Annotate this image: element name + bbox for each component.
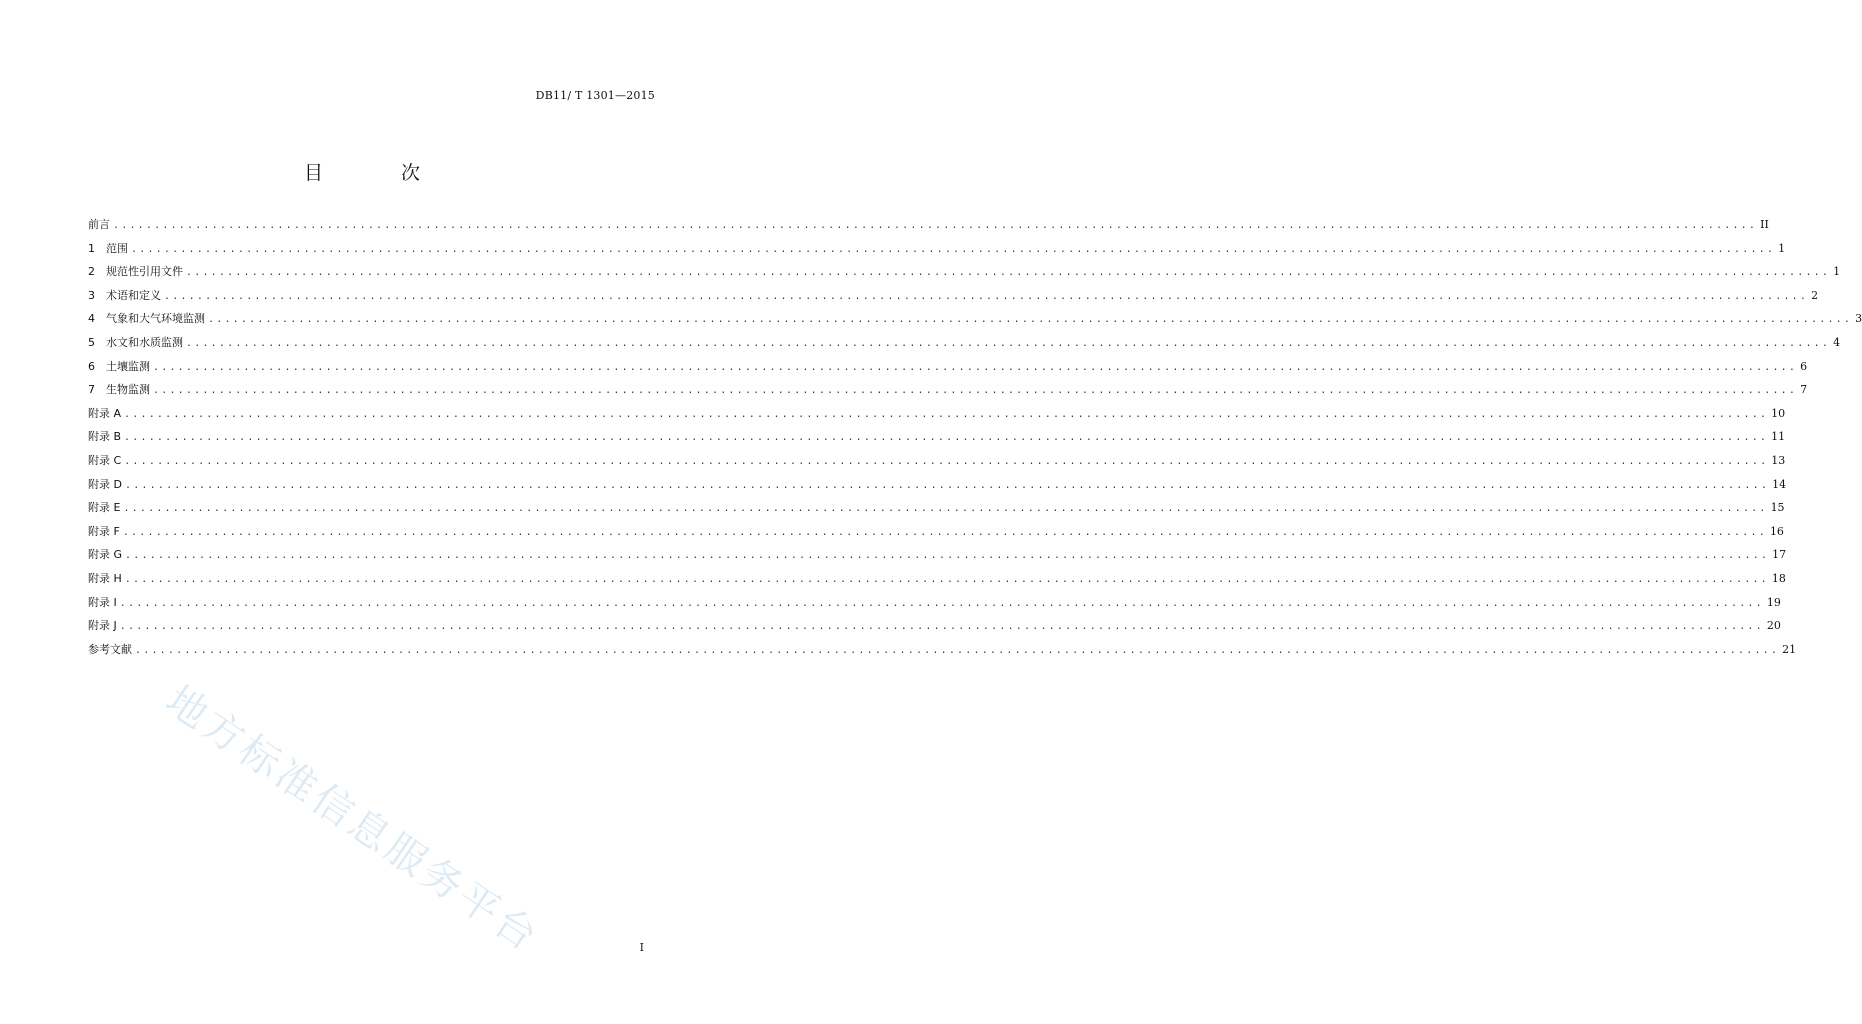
toc-entry-page: II (1760, 218, 1769, 231)
standard-code: DB11/ T 1301—2015 (535, 89, 655, 102)
toc-entry-label (88, 312, 205, 326)
toc-entry[interactable] (88, 595, 1781, 620)
toc-dot-leader: ........................................................................................................................................................................................................ (119, 621, 1764, 633)
toc-dot-leader: ........................................................................................................................................................................................................ (124, 432, 1769, 444)
toc-dot-leader: ........................................................................................................................................................................................................ (186, 267, 1831, 279)
toc-entry[interactable] (88, 430, 1786, 454)
toc-entry[interactable] (88, 312, 1862, 336)
toc-entry-number: 6 (88, 359, 95, 373)
toc-dot-leader: ........................................................................................................................................................................................................ (119, 597, 1764, 609)
toc-entry-page: 6 (1800, 359, 1808, 373)
toc-entry[interactable] (88, 477, 1787, 502)
toc-entry-label (88, 360, 150, 374)
toc-entry-label (88, 383, 150, 397)
toc-entry-page: 10 (1771, 406, 1786, 420)
toc-entry-label (88, 643, 132, 657)
toc-dot-leader: ........................................................................................................................................................................................................ (164, 290, 1809, 302)
toc-dot-leader: ........................................................................................................................................................................................................ (122, 526, 1767, 538)
toc-entry-text: 前言 (88, 218, 110, 231)
toc-entry-page: 11 (1771, 430, 1786, 444)
toc-entry[interactable] (88, 548, 1787, 572)
toc-entry-text: 附录 F (88, 524, 120, 538)
toc-entry-text: 附录 D (88, 477, 122, 491)
toc-entry-page: 1 (1833, 265, 1841, 279)
toc-entry-text: 参考文献 (88, 642, 132, 656)
toc-entry-page: 1 (1778, 241, 1786, 255)
toc-entry-label (88, 289, 161, 303)
toc-entry[interactable] (88, 218, 1769, 242)
toc-entry-label (88, 525, 120, 539)
toc-entry-label (88, 454, 121, 468)
toc-entry[interactable] (88, 619, 1781, 643)
toc-dot-leader: ........................................................................................................................................................................................................ (113, 220, 1758, 231)
toc-entry-page: 18 (1771, 571, 1786, 585)
toc-entry-page: 13 (1771, 453, 1786, 467)
toc-dot-leader: ........................................................................................................................................................................................................ (124, 573, 1769, 585)
toc-entry-text: 气象和大气环境监测 (106, 312, 205, 326)
toc-entry-label (88, 596, 117, 610)
toc-entry-text: 附录 G (88, 548, 123, 562)
toc-dot-leader: ........................................................................................................................................................................................................ (208, 314, 1853, 326)
toc-entry-label (88, 336, 183, 350)
toc-entry-text: 附录 E (88, 501, 121, 515)
toc-entry-page: 16 (1769, 524, 1784, 538)
toc-entry-text: 附录 A (88, 406, 122, 420)
toc-entry[interactable] (88, 453, 1786, 478)
toc-entry-page: 21 (1782, 642, 1797, 656)
toc-entry-page: 4 (1833, 335, 1841, 349)
toc-entry[interactable] (88, 265, 1841, 289)
toc-entry-page: 15 (1770, 501, 1785, 515)
toc-entry-label (88, 265, 183, 279)
toc-dot-leader: ........................................................................................................................................................................................................ (153, 361, 1798, 373)
toc-entry-text: 水文和水质监测 (106, 335, 183, 349)
toc-entry-number: 5 (88, 335, 95, 349)
toc-entry[interactable] (88, 406, 1786, 431)
toc-dot-leader: ........................................................................................................................................................................................................ (125, 550, 1770, 562)
toc-entry-text: 生物监测 (106, 383, 150, 397)
toc-entry-label (88, 548, 122, 562)
toc-entry-text: 附录 J (88, 619, 117, 633)
toc-entry[interactable] (88, 571, 1786, 596)
toc-dot-leader: ........................................................................................................................................................................................................ (123, 503, 1768, 515)
toc-dot-leader: ........................................................................................................................................................................................................ (131, 243, 1776, 255)
toc-dot-leader: ........................................................................................................................................................................................................ (153, 385, 1798, 397)
toc-entry-text: 附录 I (88, 595, 117, 609)
toc-entry-text: 土壤监测 (106, 359, 150, 373)
toc-entry-page: 19 (1766, 595, 1781, 609)
toc-entry[interactable] (88, 501, 1785, 525)
toc-entry-page: 14 (1772, 477, 1787, 491)
toc-entry[interactable] (88, 288, 1819, 313)
toc-entry-page: 3 (1855, 312, 1862, 326)
toc-entry[interactable] (88, 642, 1797, 667)
toc-entry[interactable] (88, 524, 1784, 549)
toc-dot-leader: ........................................................................................................................................................................................................ (135, 644, 1780, 656)
toc-entry-number: 4 (88, 312, 95, 326)
page-number: I (639, 941, 644, 954)
toc-dot-leader: ........................................................................................................................................................................................................ (124, 479, 1770, 491)
toc-entry[interactable] (88, 383, 1808, 407)
toc-entry-number: 3 (88, 288, 95, 302)
toc-entry[interactable] (88, 359, 1808, 384)
toc-entry-text: 规范性引用文件 (106, 265, 183, 279)
toc-entry-text: 附录 C (88, 453, 122, 467)
toc-entry-number: 7 (88, 383, 95, 397)
toc-entry-number: 1 (88, 241, 95, 255)
toc-entry-label (88, 619, 117, 633)
toc-entry-text: 术语和定义 (106, 288, 161, 302)
toc-entry-page: 2 (1811, 288, 1819, 302)
toc-entry-label (88, 242, 128, 256)
toc-entry-label (88, 501, 120, 515)
toc-dot-leader: ........................................................................................................................................................................................................ (186, 337, 1831, 349)
toc-title: 目 次 (303, 162, 457, 184)
toc-entry-text: 附录 H (88, 571, 122, 585)
toc-entry-label (88, 218, 110, 232)
toc-entry-label (88, 572, 122, 586)
toc-entry-page: 7 (1800, 383, 1808, 397)
toc-entry-page: 20 (1766, 619, 1781, 633)
toc-entry-text: 范围 (106, 241, 128, 255)
table-of-contents (88, 218, 1862, 666)
toc-entry-label (88, 407, 121, 421)
toc-dot-leader: ........................................................................................................................................................................................................ (124, 408, 1769, 420)
toc-entry[interactable] (88, 241, 1786, 266)
toc-dot-leader: ........................................................................................................................................................................................................ (124, 455, 1769, 467)
toc-entry[interactable] (88, 335, 1841, 360)
toc-entry-page: 17 (1772, 548, 1787, 562)
toc-entry-number: 2 (88, 265, 95, 279)
watermark: 地方标准信息服务平台 (157, 677, 548, 962)
toc-entry-text: 附录 B (88, 430, 122, 444)
toc-entry-label (88, 430, 121, 444)
toc-entry-label (88, 478, 122, 492)
